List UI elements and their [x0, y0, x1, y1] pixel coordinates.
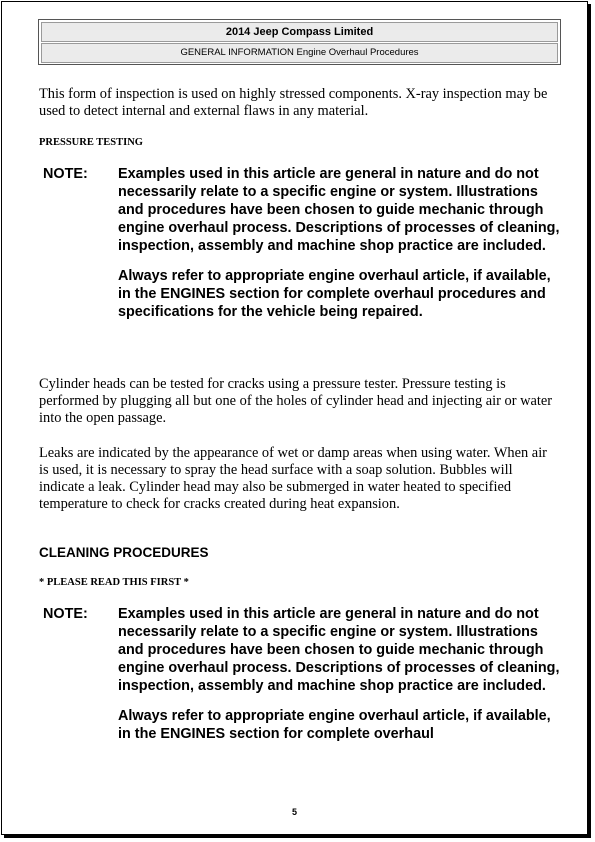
document-header	[38, 19, 561, 65]
note-label: NOTE:	[43, 166, 88, 182]
document-subtitle: GENERAL INFORMATION Engine Overhaul Procedures	[41, 43, 558, 63]
note-label: NOTE:	[43, 606, 88, 622]
cleaning-note	[39, 605, 561, 743]
note-paragraph-2: Always refer to appropriate engine overhaul article, if available, in the ENGINES section for complete overhaul	[118, 708, 551, 742]
document-page	[1, 1, 588, 835]
cleaning-procedures-heading: CLEANING PROCEDURES	[39, 545, 209, 560]
note-paragraph-2: Always refer to appropriate engine overhaul article, if available, in the ENGINES section for complete overhaul procedures and specifications for the vehicle being repaired.	[118, 268, 551, 320]
pressure-note	[39, 165, 561, 321]
note-paragraph-1: Examples used in this article are general in nature and do not necessarily relate to a specific engine or system. Illustrations and procedures have been chosen to guide mechanic through engine overhaul process. Descriptions of processes of cleaning, inspection, assembly and machine shop practice are included.	[118, 166, 560, 254]
pressure-paragraph-1: Cylinder heads can be tested for cracks using a pressure tester. Pressure testing is performed by plugging all but one of the holes of cylinder head and injecting air or water into the open passage.	[39, 376, 553, 426]
read-first-heading: * PLEASE READ THIS FIRST *	[39, 577, 189, 588]
note-paragraph-1: Examples used in this article are general in nature and do not necessarily relate to a specific engine or system. Illustrations and procedures have been chosen to guide mechanic through engine overhaul process. Descriptions of processes of cleaning, inspection, assembly and machine shop practice are included.	[118, 606, 560, 694]
document-title: 2014 Jeep Compass Limited	[41, 22, 558, 42]
pressure-testing-heading: PRESSURE TESTING	[39, 137, 143, 148]
pressure-paragraph-2: Leaks are indicated by the appearance of wet or damp areas when using water. When air is used, it is necessary to spray the head surface with a soap solution. Bubbles will indicate a leak. Cylinder head may also be submerged in water heated to specified temperature to check for cracks created during heat expansion.	[39, 445, 547, 512]
intro-paragraph: This form of inspection is used on highly stressed components. X-ray inspection may be used to detect internal and external flaws in any material.	[39, 86, 548, 119]
page-number: 5	[291, 807, 297, 817]
